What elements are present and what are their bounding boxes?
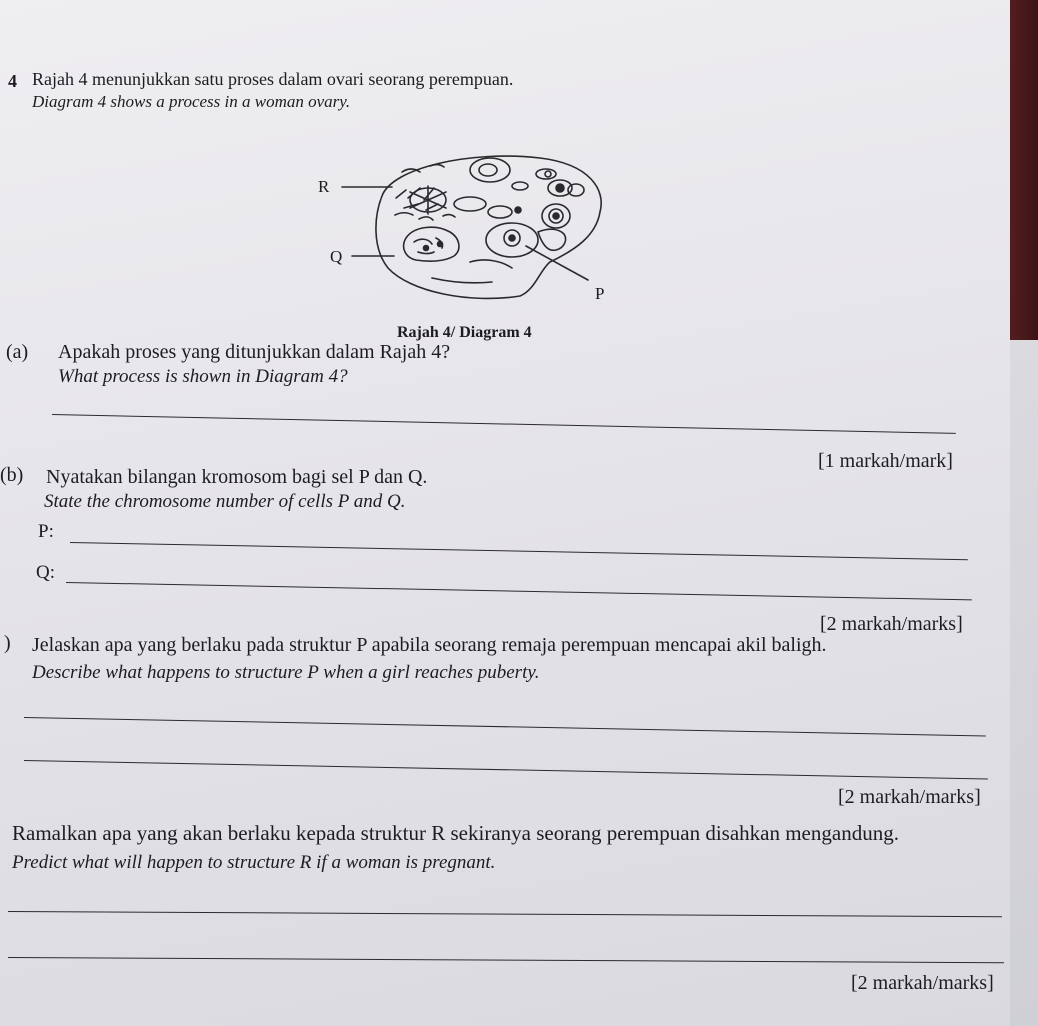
part-a-marks: [1 markah/mark] (818, 450, 953, 472)
part-b-marker: (b) (0, 464, 24, 486)
question-number: 4 (8, 71, 17, 91)
primary-follicle (470, 158, 510, 182)
part-c-question-ms: Jelaskan apa yang berlaku pada struktur P apabila seorang remaja perempuan mencapai akil baligh. (32, 634, 827, 656)
part-d-question-ms: Ramalkan apa yang akan berlaku kepada struktur R sekiranya seorang perempuan disahkan mengandung. (12, 821, 899, 845)
part-c-question-en: Describe what happens to structure P when a girl reaches puberty. (32, 662, 540, 683)
part-a-question-en: What process is shown in Diagram 4? (58, 366, 348, 387)
part-a-question-ms: Apakah proses yang ditunjukkan dalam Rajah 4? (58, 341, 451, 363)
label-q: Q (330, 247, 343, 266)
label-r: R (318, 177, 330, 196)
part-b-question-en: State the chromosome number of cells P and Q. (44, 491, 406, 512)
part-b-marks: [2 markah/marks] (820, 613, 963, 635)
part-a-marker: (a) (6, 341, 29, 363)
ovary-outline (376, 156, 601, 298)
part-d-question-en: Predict what will happen to structure R if a woman is pregnant. (12, 852, 496, 873)
part-c-marker: ) (4, 632, 11, 654)
part-b-question-ms: Nyatakan bilangan kromosom bagi sel P dan Q. (46, 466, 428, 488)
part-d-marks: [2 markah/marks] (851, 972, 994, 994)
part-b-p-label: P: (38, 521, 54, 542)
label-line-p (526, 246, 588, 280)
part-b-q-label: Q: (36, 562, 55, 583)
part-c-marks: [2 markah/marks] (838, 786, 981, 808)
diagram-caption: Rajah 4/ Diagram 4 (397, 324, 532, 341)
label-p: P (595, 284, 605, 303)
question-stem-en: Diagram 4 shows a process in a woman ovary. (32, 92, 351, 111)
question-stem-ms: Rajah 4 menunjukkan satu proses dalam ovari seorang perempuan. (32, 69, 514, 89)
